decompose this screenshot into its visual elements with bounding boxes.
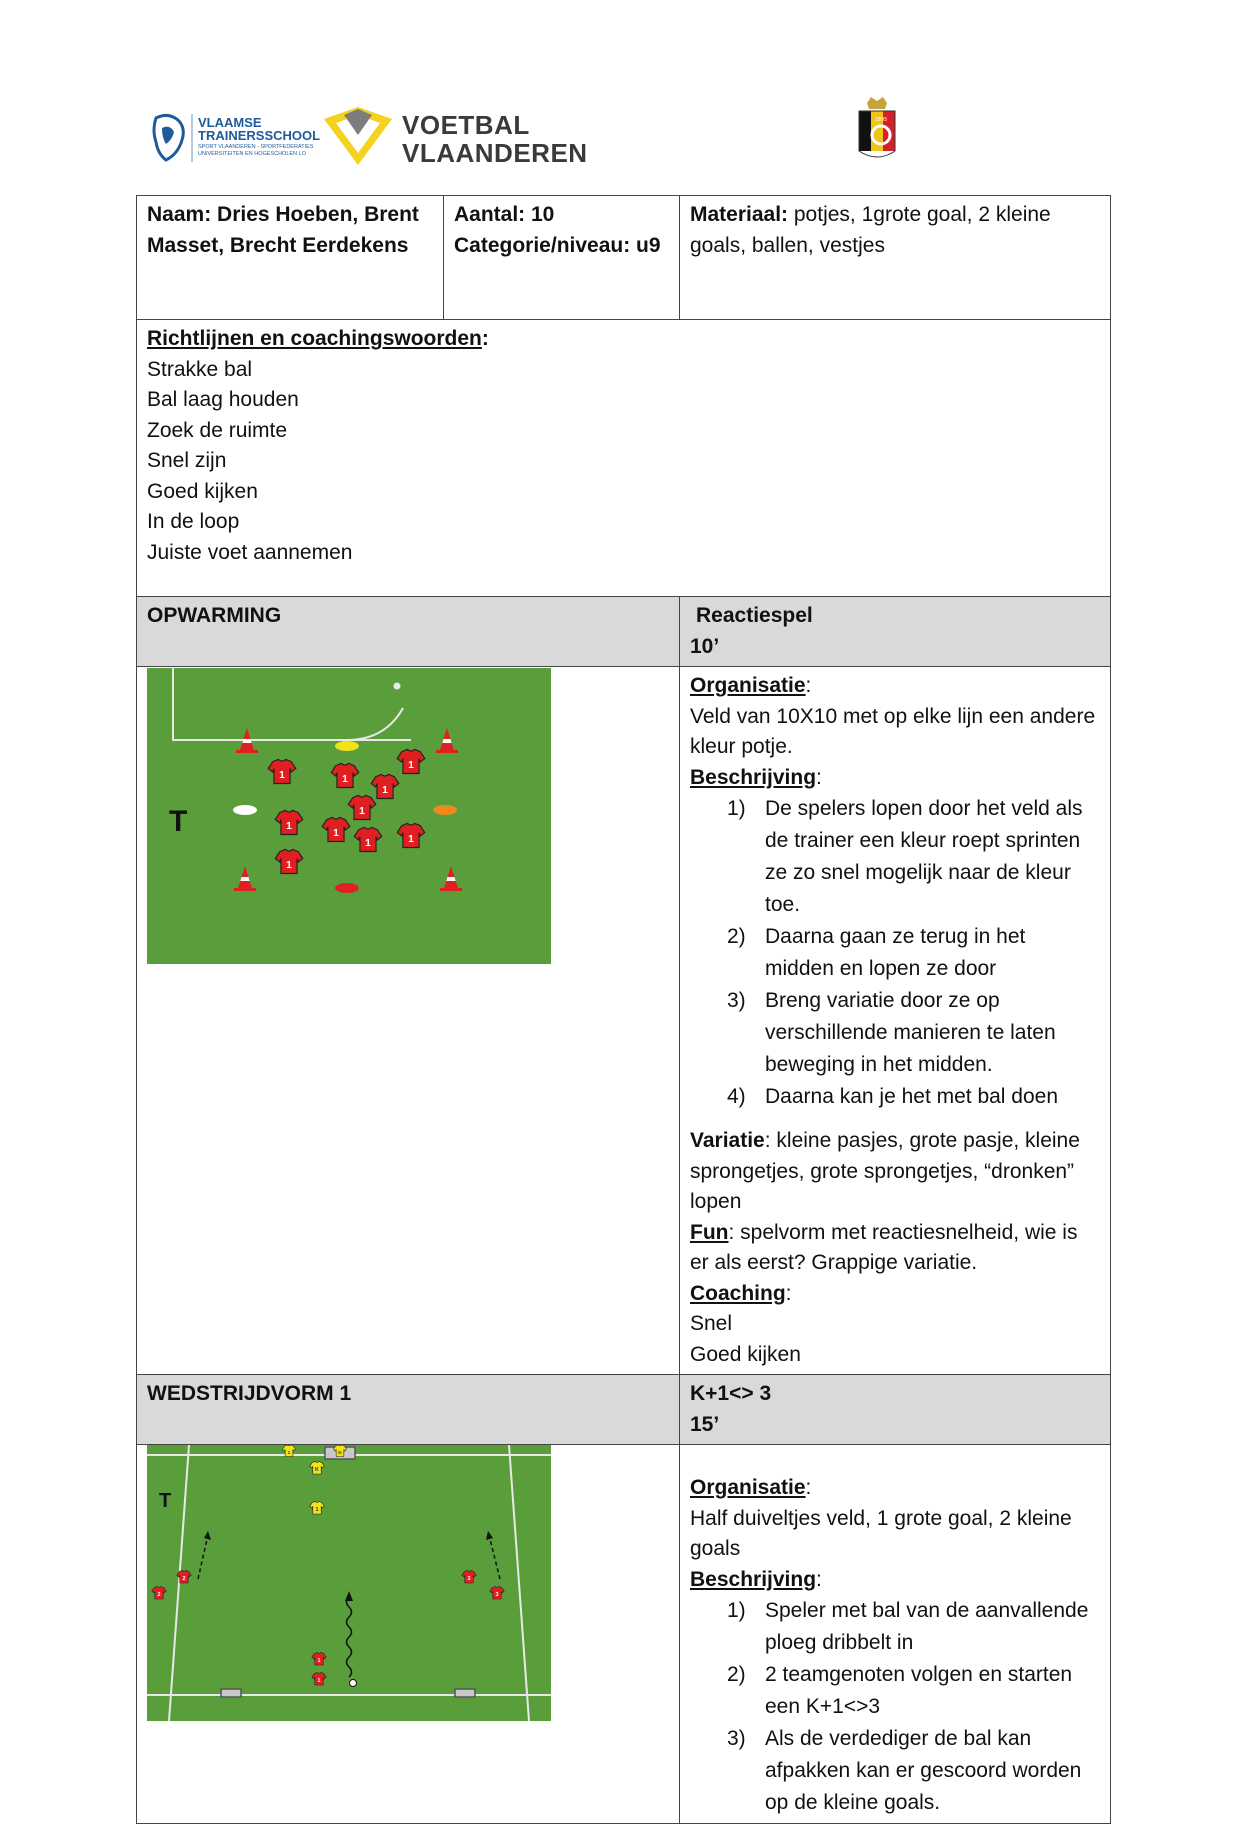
pitch-grass (147, 1445, 551, 1721)
shirt-number: 1 (317, 1678, 321, 1684)
shirt-number: 1 (286, 820, 292, 832)
shirt-number: 2 (182, 1576, 186, 1582)
list-item: 3) Als de verdediger de bal kan afpakken kan er gescoord worden op de kleine goals. (727, 1727, 1082, 1814)
small-goal-right (455, 1689, 475, 1697)
marker-cone-icon (233, 805, 257, 815)
shirt-number: 3 (467, 1576, 471, 1582)
shirt-number: 1 (317, 1658, 321, 1664)
shirt-number: 1 (342, 773, 348, 785)
list-item: Juiste voet aannemen (147, 540, 353, 564)
shirt-number: 1 (382, 784, 388, 796)
belgian-fa-logo (855, 95, 899, 163)
small-goal-left (221, 1689, 241, 1697)
opwarming-text-cell: Organisatie: Veld van 10X10 met op elke lijn een andere kleur potje. Beschrijving: 1) De spelers lopen door het veld als de trainer een kleur roept sprinten ze zo snel mogelijk naar de kleur toe. 2) Daarna gaan ze terug in het midden en lopen ze door 3) Breng variatie door ze op verschillende manieren te laten beweging in het midden. 4) Daarna kan je het met bal doen Variatie: kleine pasjes, grote pasje, kleine sprongetjes, grote sprongetjes, “dronken” lopen Fun: spelvorm met reactiesnelheid, wie is er als eerst? Grappige variatie. Coaching: Snel Goed kijken (680, 667, 1111, 1375)
training-sheet-table (136, 195, 1111, 1824)
list-item: 2) 2 teamgenoten volgen en starten een K+1<>3 (727, 1663, 1073, 1718)
shirt-number: 1 (286, 859, 292, 871)
trainer-label: T (169, 805, 188, 838)
steps-list (690, 793, 1100, 1113)
lion-icon (148, 110, 196, 165)
marker-cone-icon (335, 883, 359, 893)
shirt-number: 1 (359, 805, 365, 817)
opwarming-name-cell: Reactiespel 10’ (680, 597, 1111, 667)
info-row (137, 196, 1111, 320)
vv-emblem-icon (322, 105, 394, 167)
shirt-number: K (338, 1450, 342, 1456)
shirt-number: 1 (333, 827, 339, 839)
organisatie-label: Organisatie (690, 1476, 806, 1499)
list-item: Goed kijken (147, 479, 258, 503)
richtlijnen-cell: Richtlijnen en coachingswoorden: Strakke bal Bal laag houden Zoek de ruimte Snel zijn Goed kijken In de loop Juiste voet aannemen (137, 320, 1111, 597)
marker-cone-icon (335, 741, 359, 751)
list-item: In de loop (147, 510, 240, 533)
shirt-number: 1 (315, 1507, 319, 1513)
vts-name: VLAAMSE TRAINERSSCHOOL (198, 115, 321, 143)
aantal-cell: Aantal: 10 Categorie/niveau: u9 (444, 196, 680, 320)
ball-icon (350, 1680, 357, 1687)
vv-name: VOETBAL VLAANDEREN (402, 110, 588, 168)
wedstrijdvorm-header-row (137, 1375, 1111, 1445)
vts-subtitle: SPORT VLAANDEREN - SPORTFEDERATIES UNIVERSITEITEN EN HOGESCHOLEN LO (198, 144, 314, 157)
richtlijnen-row (137, 320, 1111, 597)
wedstrijdvorm-diagram-cell (137, 1445, 680, 1824)
wedstrijdvorm-pitch-diagram (147, 1445, 575, 1725)
wedstrijdvorm-text-cell: Organisatie: Half duiveltjes veld, 1 grote goal, 2 kleine goals Beschrijving: 1) Speler met bal van de aanvallende ploeg dribbelt in 2) 2 teamgenoten volgen en starten een K+1<>3 3) Als de verdediger de bal kan afpakken kan er gescoord worden op de kleine goals. (680, 1445, 1111, 1824)
list-item: Zoek de ruimte (147, 418, 288, 442)
list-item: Goed kijken (690, 1342, 801, 1366)
list-item: Bal laag houden (147, 388, 299, 411)
wedstrijdvorm-body-row (137, 1445, 1111, 1824)
beschrijving-label: Beschrijving (690, 765, 817, 789)
vlaamse-trainersschool-logo (148, 110, 321, 165)
list-item: Snel (690, 1312, 733, 1335)
naam-cell: Naam: Dries Hoeben, Brent Masset, Brecht Eerdekens (137, 196, 444, 320)
organisatie-text: Veld van 10X10 met op elke lijn een andere kleur potje. (690, 704, 1096, 758)
trainer-label: T (159, 1490, 172, 1512)
pitch-grass (147, 668, 551, 964)
wedstrijdvorm-name-cell: K+1<> 3 15’ (680, 1375, 1111, 1445)
organisatie-label: Organisatie (690, 674, 806, 697)
voetbal-vlaanderen-logo (322, 105, 588, 170)
opwarming-pitch-diagram (147, 668, 575, 968)
wedstrijdvorm-section-title: WEDSTRIJDVORM 1 (137, 1375, 680, 1445)
page-header (0, 95, 1240, 175)
shirt-number: 1 (287, 1450, 291, 1456)
organisatie-text: Half duiveltjes veld, 1 grote goal, 2 kleine goals (690, 1506, 1072, 1560)
opwarming-diagram-cell (137, 667, 680, 1375)
beschrijving-label: Beschrijving (690, 1567, 817, 1591)
shirt-number: K (315, 1467, 319, 1473)
shirt-number: 1 (408, 759, 414, 771)
materiaal-cell: Materiaal: potjes, 1grote goal, 2 kleine goals, ballen, vestjes (680, 196, 1111, 320)
shirt-number: 1 (279, 769, 285, 781)
list-item: 4) Daarna kan je het met bal doen (727, 1085, 1059, 1108)
variatie-label: Variatie (690, 1129, 765, 1152)
penalty-spot (394, 683, 401, 690)
shirt-number: 1 (365, 837, 371, 849)
steps-list (690, 1595, 1100, 1819)
variatie-text: : kleine pasjes, grote pasje, kleine sprongetjes, grote sprongetjes, “dronken” lopen (690, 1129, 1080, 1213)
list-item: Snel zijn (147, 449, 227, 472)
fun-label: Fun (690, 1220, 729, 1244)
list-item: 3) Breng variatie door ze op verschillende manieren te laten beweging in het midden. (727, 989, 1056, 1076)
shirt-number: 1 (408, 833, 414, 845)
marker-cone-icon (433, 805, 457, 815)
crown-shield-icon (855, 95, 899, 163)
fun-text: : spelvorm met reactiesnelheid, wie is er als eerst? Grappige variatie. (690, 1220, 1078, 1274)
opwarming-body-row (137, 667, 1111, 1375)
list-item: 2) Daarna gaan ze terug in het midden en lopen ze door (727, 925, 1026, 980)
list-item: 1) De spelers lopen door het veld als de trainer een kleur roept sprinten ze zo snel mogelijk naar de kleur toe. (727, 797, 1083, 916)
opwarming-section-title: OPWARMING (137, 597, 680, 667)
richtlijnen-title: Richtlijnen en coachingswoorden (147, 327, 482, 350)
list-item: 1) Speler met bal van de aanvallende ploeg dribbelt in (727, 1599, 1089, 1654)
shirt-number: 3 (495, 1592, 499, 1598)
svg-text:1895: 1895 (874, 117, 888, 123)
opwarming-header-row (137, 597, 1111, 667)
shirt-number: 2 (157, 1592, 161, 1598)
coaching-label: Coaching (690, 1281, 786, 1305)
list-item: Strakke bal (147, 357, 253, 381)
